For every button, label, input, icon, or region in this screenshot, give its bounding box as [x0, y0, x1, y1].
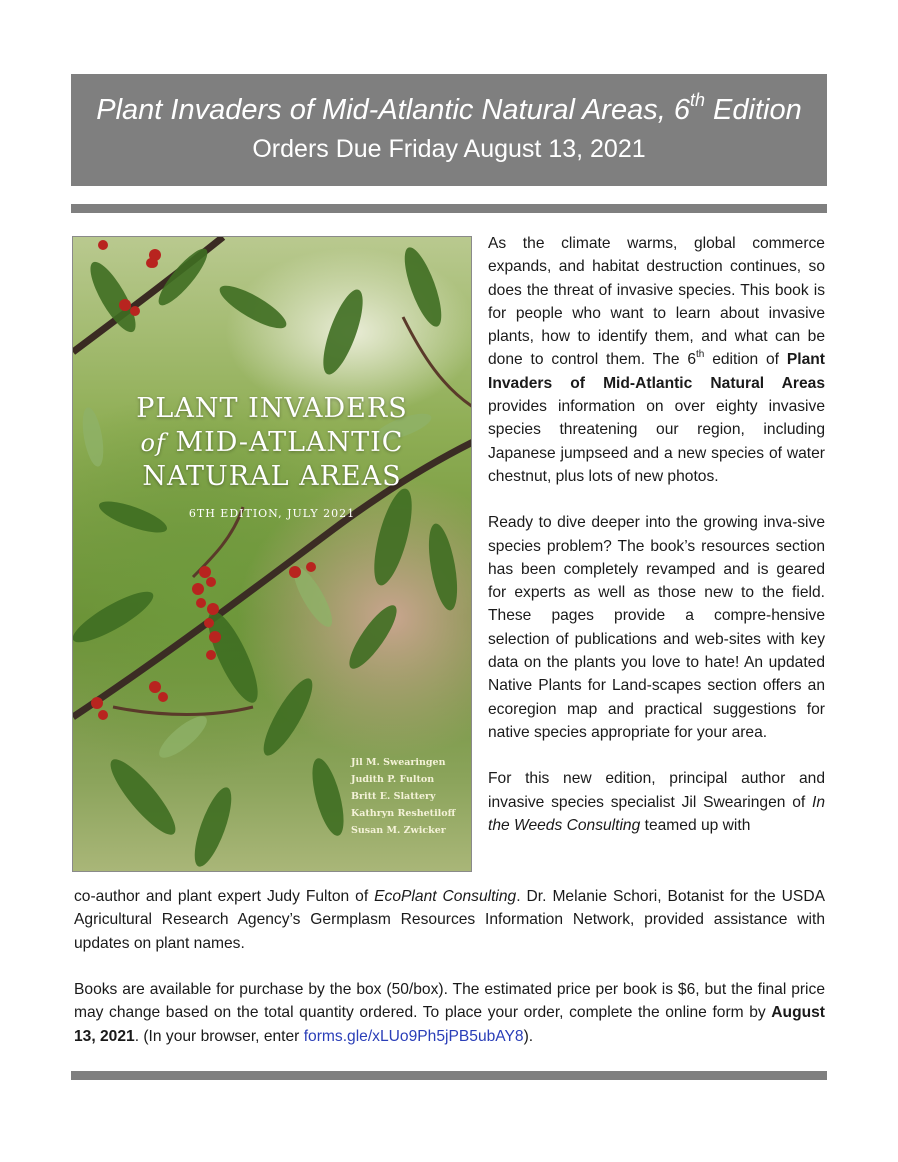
- cover-authors: [351, 754, 455, 839]
- intro-paragraph-3: For this new edition, principal author and invasive species specialist Jil Swearingen of In the Weeds Consulting teamed up with: [488, 770, 825, 834]
- cover-author: Jil M. Swearingen: [351, 757, 446, 768]
- intro-paragraph-2: Ready to dive deeper into the growing inva-sive species problem? The book’s resources section has been completely revamped and is geared for experts as well as those new to the field. These pages provide a compre-hensive selection of publications and web-sites with key data on the plants you love to hate! An updated Native Plants for Land-scapes section offers an ecoregion map and practical suggestions for native species appropriate for your area.: [488, 514, 825, 741]
- book-title-bold: Plant Invaders of Mid-Atlantic Natural Areas: [488, 351, 825, 392]
- cover-title-line-2: of MID-ATLANTIC: [140, 427, 404, 458]
- cover-author: Susan M. Zwicker: [351, 825, 446, 836]
- cover-author: Britt E. Slattery: [351, 791, 436, 802]
- bottom-divider: [71, 1071, 827, 1080]
- document-title: Plant Invaders of Mid-Atlantic Natural Areas, 6th Edition: [96, 90, 802, 126]
- right-text-column: [488, 232, 825, 837]
- cover-title-line-3: NATURAL AREAS: [142, 461, 402, 492]
- cover-author: Judith P. Fulton: [351, 774, 435, 785]
- cover-title-line-1: PLANT INVADERS: [136, 393, 408, 424]
- title-banner: [71, 74, 827, 186]
- paragraph-3-continuation: co-author and plant expert Judy Fulton of EcoPlant Consulting. Dr. Melanie Schori, Botanist for the USDA Agricultural Research Agency’s Germplasm Resources Information Network, provided assistance with updates on plant names.: [74, 888, 825, 952]
- orders-due-line: Orders Due Friday August 13, 2021: [252, 135, 646, 163]
- order-deadline: August 13, 2021: [74, 1004, 825, 1045]
- intro-paragraph-1: As the climate warms, global commerce expands, and habitat destruction continues, so does the threat of invasive species. This book is for people who want to learn about invasive plants, how to identify them, and what can be done to control them. The 6th edition of Plant Invaders of Mid-Atlantic Natural Areas provides information on over eighty invasive species threatening our region, including Japanese jumpseed and a new species of water chestnut, plus lots of new photos.: [488, 235, 825, 485]
- cover-edition: 6TH EDITION, JULY 2021: [188, 507, 356, 520]
- cover-author: Kathryn Reshetiloff: [351, 808, 456, 819]
- book-cover-image: [72, 236, 472, 872]
- order-form-link[interactable]: forms.gle/xLUo9Ph5jPB5ubAY8: [303, 1027, 524, 1045]
- ordering-paragraph: Books are available for purchase by the box (50/box). The estimated price per book is $6, but the final price may change based on the total quantity ordered. To place your order, complete the online form by August 13, 2021. (In your browser, enter forms.gle/xLUo9Ph5jPB5ubAY8).: [74, 981, 825, 1045]
- top-divider: [71, 204, 827, 213]
